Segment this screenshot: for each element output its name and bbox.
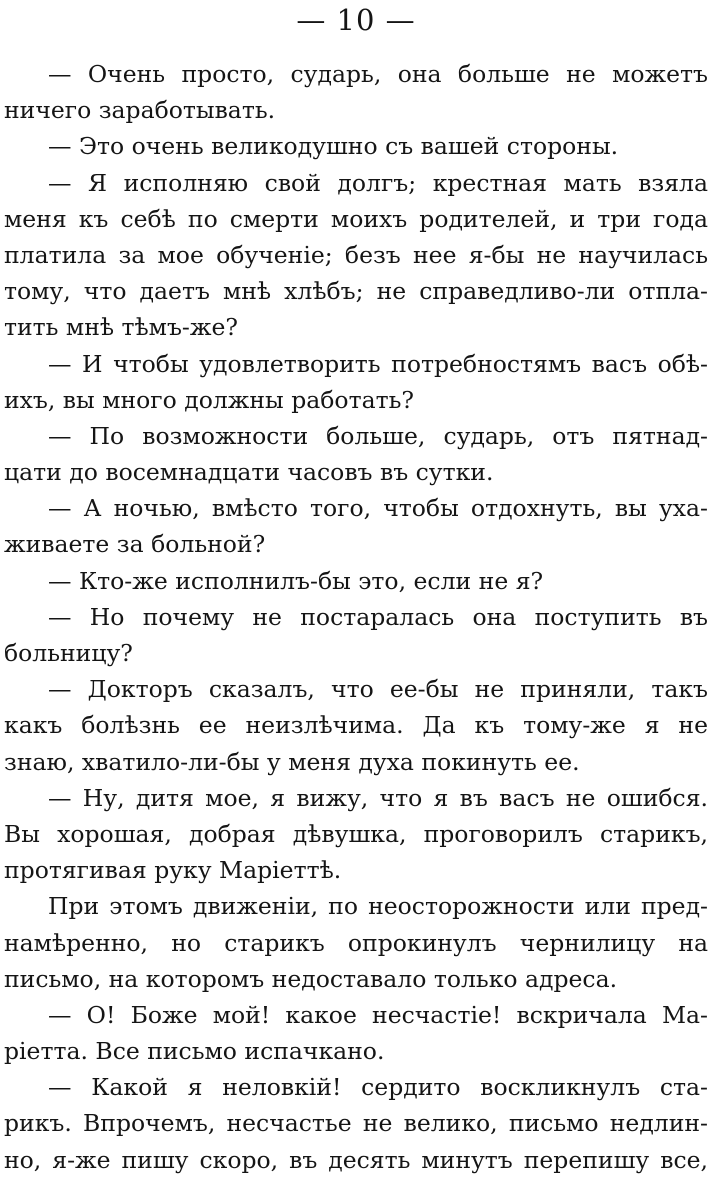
text-line: протягивая руку Маріеттѣ. xyxy=(4,856,342,885)
page-body-text xyxy=(4,56,708,1178)
text-line: — А ночью, вмѣсто того, чтобы отдохнуть, вы уха- xyxy=(48,494,708,523)
text-line: — Я исполняю свой долгъ; крестная мать взяла xyxy=(48,168,708,197)
text-line: но, я-же пишу скоро, въ десять минутъ перепишу все, xyxy=(4,1145,708,1174)
text-line: — Это очень великодушно съ вашей стороны. xyxy=(48,132,619,161)
text-line: тить мнѣ тѣмъ-же? xyxy=(4,313,238,342)
text-line: тому, что даетъ мнѣ хлѣбъ; не справедливо-ли отпла- xyxy=(4,277,708,306)
text-line: платила за мое обученіе; безъ нее я-бы не научилась xyxy=(4,240,708,269)
text-line: — Докторъ сказалъ, что ее-бы не приняли, такъ xyxy=(48,675,708,704)
text-line: ничего заработывать. xyxy=(4,96,276,125)
text-line: меня къ себѣ по смерти моихъ родителей, и три года xyxy=(4,204,708,233)
text-line: — О! Боже мой! какое несчастіе! вскричала Ма- xyxy=(48,1000,708,1029)
text-line: какъ болѣзнь ее неизлѣчима. Да къ тому-же я не xyxy=(4,711,708,740)
text-line: — И чтобы удовлетворить потребностямъ васъ обѣ- xyxy=(48,349,708,378)
text-line: — По возможности больше, сударь, отъ пятнад- xyxy=(48,421,708,450)
text-line: — Кто-же исполнилъ-бы это, если не я? xyxy=(48,566,544,595)
text-line: — Но почему не постаралась она поступить въ xyxy=(48,602,708,631)
text-line: рикъ. Впрочемъ, несчастье не велико, письмо недлин- xyxy=(4,1109,708,1138)
text-line: ріетта. Все письмо испачкано. xyxy=(4,1037,385,1066)
text-line: больницу? xyxy=(4,639,133,667)
text-line: намѣренно, но старикъ опрокинулъ чернилицу на xyxy=(4,928,708,957)
text-line: цати до восемнадцати часовъ въ сутки. xyxy=(4,458,494,487)
text-line: письмо, на которомъ недоставало только адреса. xyxy=(4,964,618,993)
text-line: знаю, хватило-ли-бы у меня духа покинуть ее. xyxy=(4,747,580,776)
page-number: — 10 — xyxy=(296,3,416,37)
text-line: ихъ, вы много должны работать? xyxy=(4,385,414,414)
text-line: Вы хорошая, добрая дѣвушка, проговорилъ старикъ, xyxy=(4,819,708,848)
text-line: — Какой я неловкій! сердито воскликнулъ ста- xyxy=(48,1073,708,1102)
text-line: При этомъ движеніи, по неосторожности или пред- xyxy=(48,892,708,921)
text-line: — Очень просто, сударь, она больше не можетъ xyxy=(48,60,708,88)
text-line: — Ну, дитя мое, я вижу, что я въ васъ не ошибся. xyxy=(48,783,708,812)
text-line: живаете за больной? xyxy=(4,530,266,559)
